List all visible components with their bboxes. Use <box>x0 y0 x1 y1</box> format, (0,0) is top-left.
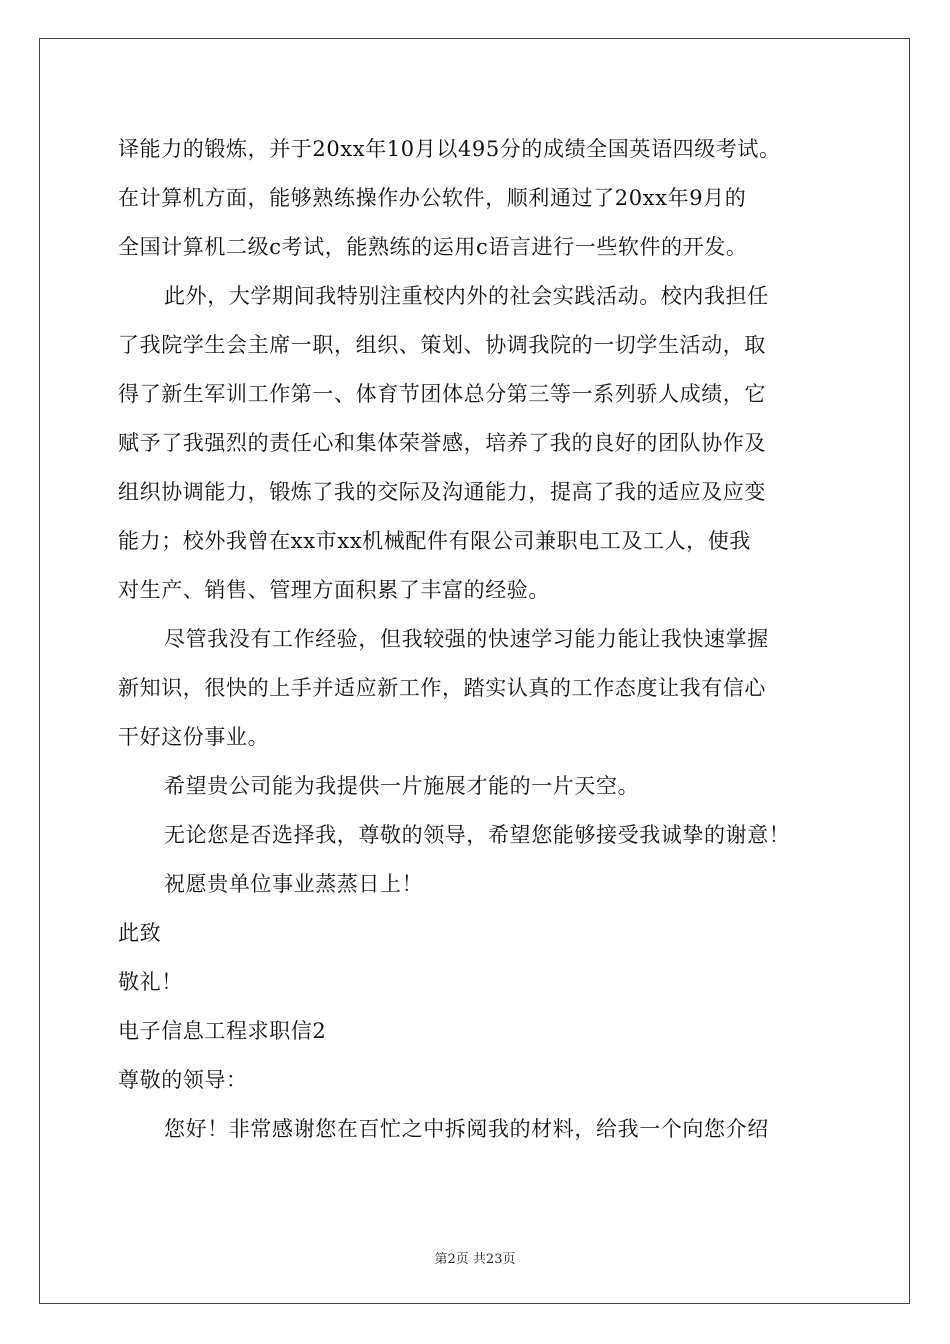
text-line: 全国计算机二级c考试，能熟练的运用c语言进行一些软件的开发。 <box>118 235 748 259</box>
text-line: 对生产、销售、管理方面积累了丰富的经验。 <box>118 578 550 602</box>
text-line: 无论您是否选择我，尊敬的领导，希望您能够接受我诚挚的谢意！ <box>164 823 791 847</box>
text-line: 新知识，很快的上手并适应新工作，踏实认真的工作态度让我有信心 <box>118 676 766 700</box>
text-line: 此致 <box>118 921 162 945</box>
text-line: 能力；校外我曾在xx市xx机械配件有限公司兼职电工及工人，使我 <box>118 529 751 553</box>
text-line: 您好！非常感谢您在百忙之中拆阅我的材料，给我一个向您介绍 <box>164 1117 769 1141</box>
text-line: 敬礼！ <box>118 970 183 994</box>
text-line: 了我院学生会主席一职，组织、策划、协调我院的一切学生活动，取 <box>118 333 766 357</box>
text-line: 祝愿贵单位事业蒸蒸日上！ <box>164 872 424 896</box>
document-body <box>118 125 838 1154</box>
text-line: 电子信息工程求职信2 <box>118 1019 327 1043</box>
text-line: 此外，大学期间我特别注重校内外的社会实践活动。校内我担任 <box>164 284 769 308</box>
text-line: 干好这份事业。 <box>118 725 270 749</box>
text-line: 组织协调能力，锻炼了我的交际及沟通能力，提高了我的适应及应变 <box>118 480 766 504</box>
text-line: 尊敬的领导： <box>118 1068 248 1092</box>
text-line: 尽管我没有工作经验，但我较强的快速学习能力能让我快速掌握 <box>164 627 769 651</box>
text-line: 在计算机方面，能够熟练操作办公软件，顺利通过了20xx年9月的 <box>118 186 747 210</box>
text-line: 赋予了我强烈的责任心和集体荣誉感，培养了我的良好的团队协作及 <box>118 431 766 455</box>
text-line: 得了新生军训工作第一、体育节团体总分第三等一系列骄人成绩，它 <box>118 382 766 406</box>
text-line: 译能力的锻炼，并于20xx年10月以495分的成绩全国英语四级考试。 <box>118 137 781 161</box>
page-footer: 第2页 共23页 <box>434 1252 516 1267</box>
text-line: 希望贵公司能为我提供一片施展才能的一片天空。 <box>164 774 640 798</box>
